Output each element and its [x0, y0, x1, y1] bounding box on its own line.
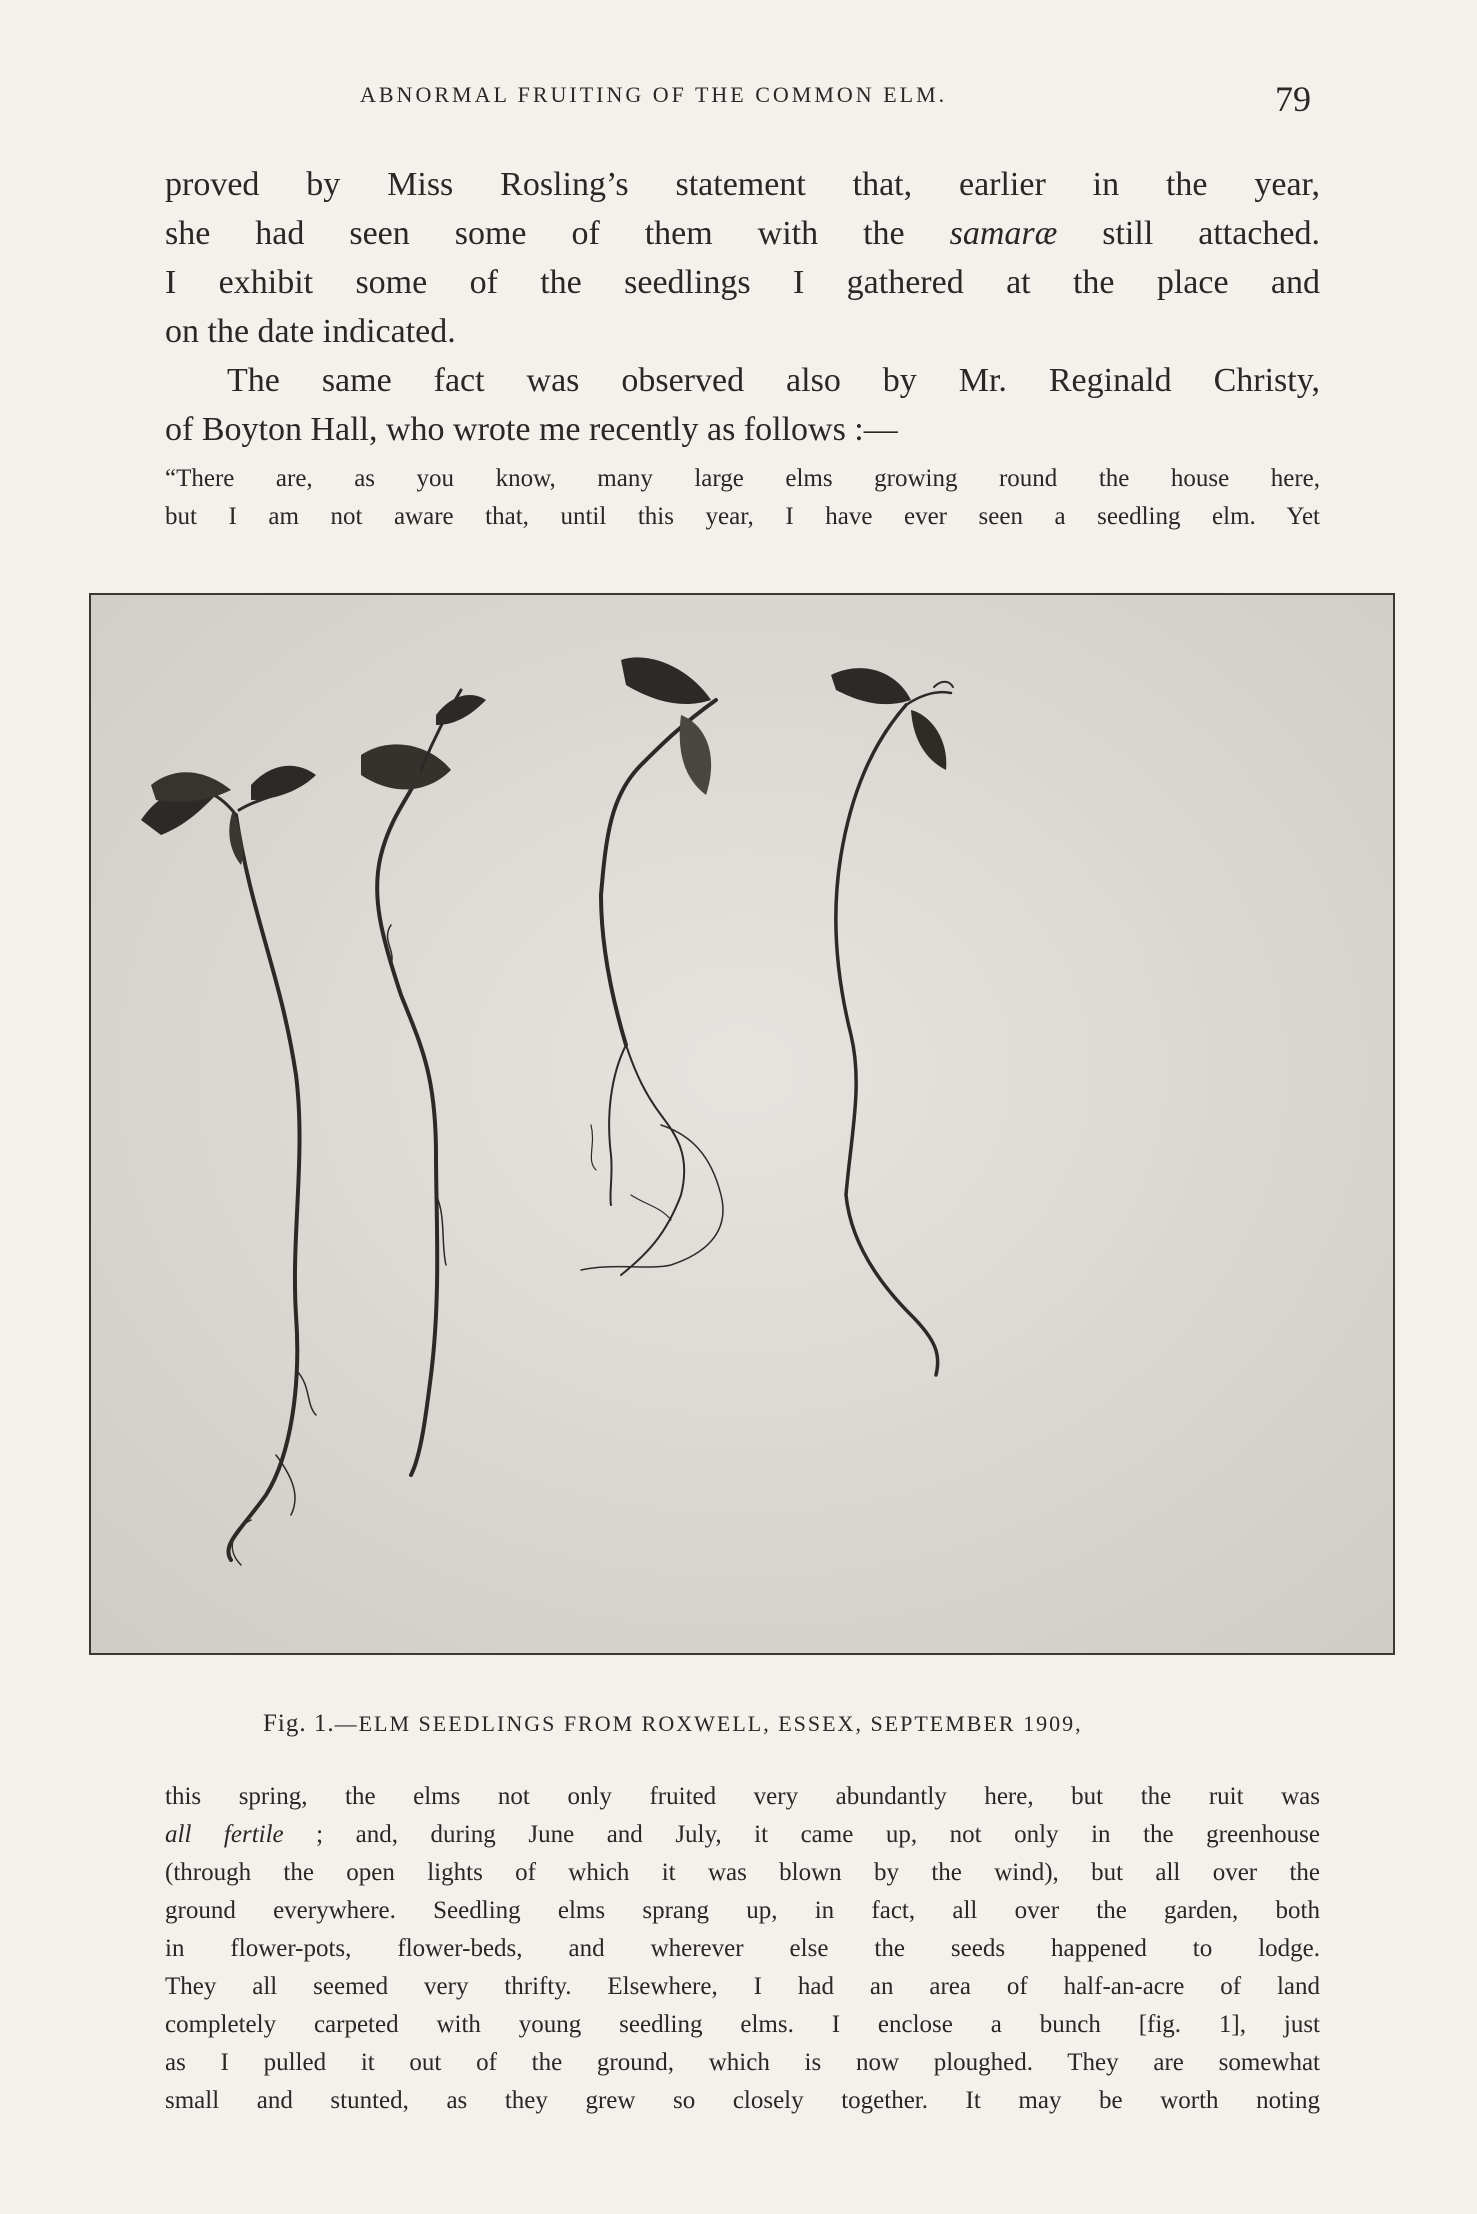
text-line: The same fact was observed also by Mr. Reginald Christy, [227, 362, 1320, 399]
text-line: as I pulled it out of the ground, which is now ploughed. They are somewhat [165, 2049, 1320, 2076]
text-line: of Boyton Hall, who wrote me recently as follows :— [165, 411, 898, 448]
paragraph-christy-end [165, 405, 1320, 454]
text-line: on the date indicated. [165, 313, 456, 350]
text-line: this spring, the elms not only fruited very abundantly here, but the ruit was [165, 1783, 1320, 1810]
figure-photograph [89, 593, 1395, 1655]
text-span: she had seen some of them with the [165, 215, 950, 252]
letter-quote-top [165, 460, 1320, 536]
paragraph-continued-end [165, 307, 1320, 356]
photo-background [91, 595, 1393, 1653]
paragraph-continued [165, 160, 1320, 307]
figure-caption-text: —ELM SEEDLINGS FROM ROXWELL, ESSEX, SEPTEMBER 1909, [334, 1711, 1083, 1736]
text-span: still attached. [1057, 215, 1320, 252]
figure-label: Fig. 1. [263, 1710, 335, 1737]
text-line: completely carpeted with young seedling elms. I enclose a bunch [fig. 1], just [165, 2011, 1320, 2038]
text-line: “There are, as you know, many large elms growing round the house here, [165, 465, 1320, 492]
seedlings-photo [91, 595, 1393, 1653]
text-line: small and stunted, as they grew so closely together. It may be worth noting [165, 2087, 1320, 2114]
text-line [165, 1816, 1320, 1854]
text-line: but I am not aware that, until this year, I have ever seen a seedling elm. Yet [165, 503, 1320, 530]
text-span: ; and, during June and July, it came up, not only in the greenhouse [283, 1821, 1320, 1848]
letter-quote-bottom [165, 1778, 1320, 2120]
text-line: in flower-pots, flower-beds, and wherever else the seeds happened to lodge. [165, 1935, 1320, 1962]
page-number: 79 [1275, 79, 1311, 119]
text-line: proved by Miss Rosling’s statement that, earlier in the year, [165, 166, 1320, 203]
text-line: (through the open lights of which it was blown by the wind), but all over the [165, 1859, 1320, 1886]
figure-caption [263, 1710, 1083, 1738]
running-head: ABNORMAL FRUITING OF THE COMMON ELM. [360, 82, 948, 107]
text-line: I exhibit some of the seedlings I gathered at the place and [165, 264, 1320, 301]
text-line: ground everywhere. Seedling elms sprang up, in fact, all over the garden, both [165, 1897, 1320, 1924]
paragraph-christy [165, 356, 1320, 405]
italic-term: samaræ [949, 215, 1058, 252]
text-line: They all seemed very thrifty. Elsewhere, I had an area of half-an-acre of land [165, 1973, 1320, 2000]
text-line [165, 209, 1320, 258]
italic-term: all fertile [165, 1821, 284, 1848]
